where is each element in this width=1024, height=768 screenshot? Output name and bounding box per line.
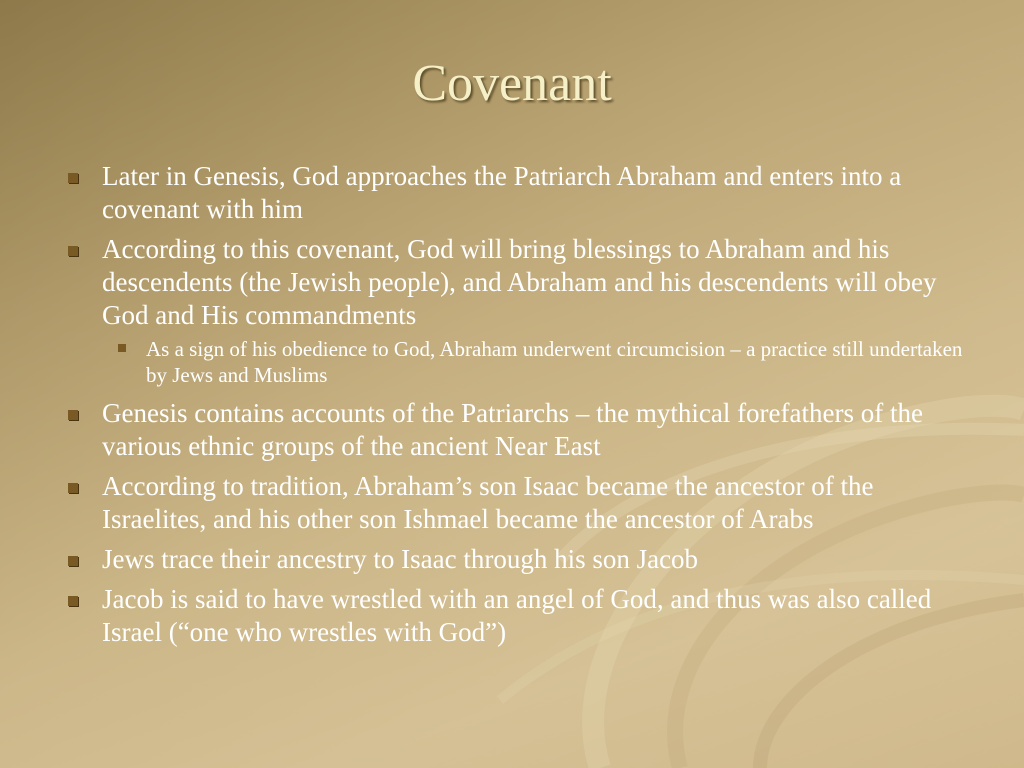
square-bullet-icon [68, 483, 78, 493]
bullet-item [66, 470, 971, 536]
bullet-item [66, 233, 971, 332]
bullet-text: Jacob is said to have wrestled with an angel of God, and thus was also called Israel (“one who wrestles with God”) [102, 584, 932, 647]
bullet-text: Genesis contains accounts of the Patriarchs – the mythical forefathers of the various ethnic groups of the ancient Near East [102, 398, 923, 461]
square-bullet-icon [68, 173, 78, 183]
bullet-item [66, 583, 971, 649]
bullet-text: Jews trace their ancestry to Isaac through his son Jacob [102, 544, 699, 574]
bullet-text: According to this covenant, God will bring blessings to Abraham and his descendents (the Jewish people), and Abraham and his descendents will obey God and His commandments [102, 234, 937, 330]
sub-bullet-item [116, 336, 971, 388]
bullet-item [66, 160, 971, 226]
square-bullet-icon [68, 556, 78, 566]
slide-title: Covenant [412, 55, 612, 112]
bullet-list [66, 160, 971, 656]
square-bullet-icon [68, 246, 78, 256]
square-bullet-icon [68, 410, 78, 420]
square-bullet-icon [118, 344, 126, 352]
bullet-text: According to tradition, Abraham’s son Isaac became the ancestor of the Israelites, and his other son Ishmael became the ancestor of Arabs [102, 471, 874, 534]
bullet-item [66, 397, 971, 463]
bullet-item [66, 543, 971, 576]
square-bullet-icon [68, 596, 78, 606]
bullet-text: Later in Genesis, God approaches the Patriarch Abraham and enters into a covenant with him [102, 161, 902, 224]
sub-bullet-text: As a sign of his obedience to God, Abraham underwent circumcision – a practice still undertaken by Jews and Muslims [146, 337, 963, 387]
